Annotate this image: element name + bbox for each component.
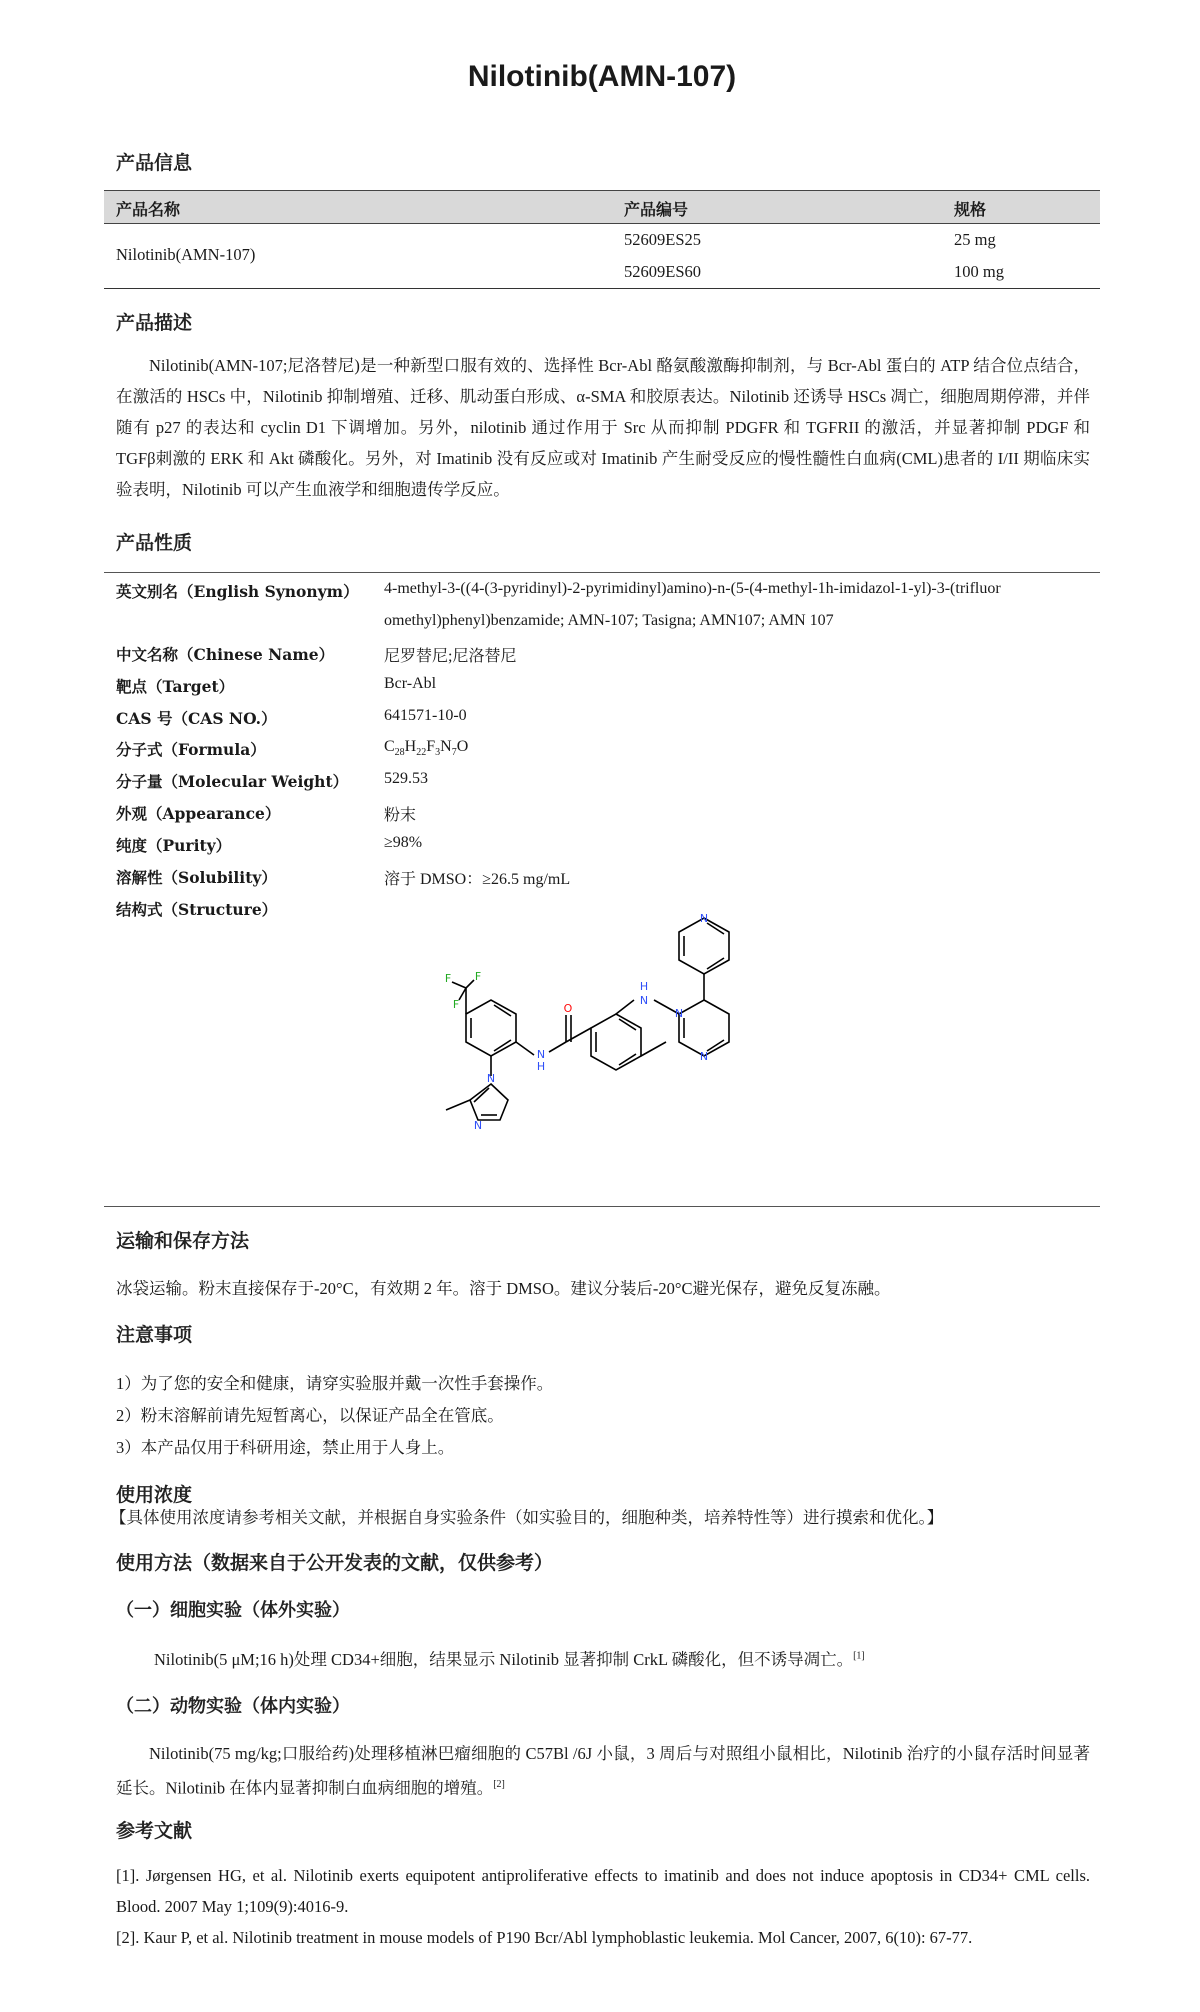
storage-text: 冰袋运输。粉末直接保存于-20°C，有效期 2 年。溶于 DMSO。建议分装后-20°C避光保存，避免反复冻融。 <box>116 1279 891 1298</box>
note-item: 2）粉末溶解前请先短暂离心，以保证产品全在管底。 <box>116 1406 504 1425</box>
atom-label: F <box>444 972 452 985</box>
product-name-cell: Nilotinib(AMN-107) <box>116 245 256 264</box>
property-label-structure: 结构式（Structure） <box>116 900 278 919</box>
property-label-molecular-weight: 分子量（Molecular Weight） <box>116 772 349 791</box>
section-heading-storage: 运输和保存方法 <box>116 1230 250 1252</box>
section-heading-product-info: 产品信息 <box>116 152 193 174</box>
section-heading-notes: 注意事项 <box>116 1324 193 1346</box>
atom-label: F <box>452 998 460 1011</box>
property-value-cas: 641571-10-0 <box>384 707 467 724</box>
subheading-cell-experiment: （一）细胞实验（体外实验） <box>116 1600 350 1621</box>
atom-label: N <box>699 912 709 925</box>
property-value-chinese-name: 尼罗替尼;尼洛替尼 <box>384 648 517 665</box>
section-heading-description: 产品描述 <box>116 312 193 334</box>
property-value-synonym: 4-methyl-3-((4-(3-pyridinyl)-2-pyrimidinyl)amino)-n-(5-(4-methyl-1h-imidazol-1-yl)-3-(trifluor <box>384 580 1001 597</box>
property-label-target: 靶点（Target） <box>116 677 235 696</box>
product-spec-cell: 25 mg <box>954 230 996 249</box>
property-label-formula: 分子式（Formula） <box>116 740 266 759</box>
property-label-purity: 纯度（Purity） <box>116 836 232 855</box>
property-value-synonym-cont: omethyl)phenyl)benzamide; AMN-107; Tasigna; AMN107; AMN 107 <box>384 612 834 629</box>
product-table-header <box>104 190 1100 224</box>
animal-experiment-text: Nilotinib(75 mg/kg;口服给药)处理移植淋巴瘤细胞的 C57Bl /6J 小鼠，3 周后与对照组小鼠相比，Nilotinib 治疗的小鼠存活时间显著延长。Nilotinib 在体内显著抑制白血病细胞的增殖。[2] <box>116 1744 1090 1798</box>
atom-label: H <box>639 980 649 993</box>
properties-top-rule <box>104 572 1100 573</box>
column-header-name: 产品名称 <box>116 200 181 219</box>
cell-experiment-text: Nilotinib(5 μM;16 h)处理 CD34+细胞，结果显示 Nilotinib 显著抑制 CrkL 磷酸化，但不诱导凋亡。[1] <box>154 1650 865 1669</box>
properties-bottom-rule <box>104 1206 1100 1207</box>
table-bottom-rule <box>104 288 1100 289</box>
reference-item: [1]. Jørgensen HG, et al. Nilotinib exerts equipotent antiproliferative effects to imatinib and does not induce apoptosis in CD34+ CML cells. Blood. 2007 May 1;109(9):4016-9. <box>116 1866 1090 1916</box>
atom-label: H <box>536 1060 546 1073</box>
product-code-cell: 52609ES60 <box>624 262 702 281</box>
citation-1[interactable]: [1] <box>853 1650 865 1662</box>
product-code-cell: 52609ES25 <box>624 230 702 249</box>
section-heading-properties: 产品性质 <box>116 532 193 554</box>
note-item: 1）为了您的安全和健康，请穿实验服并戴一次性手套操作。 <box>116 1374 554 1393</box>
section-heading-usage: 使用方法（数据来自于公开发表的文献，仅供参考） <box>116 1552 554 1574</box>
property-label-chinese-name: 中文名称（Chinese Name） <box>116 645 335 664</box>
property-value-target: Bcr-Abl <box>384 675 437 692</box>
product-spec-cell: 100 mg <box>954 262 1004 281</box>
atom-label: N <box>473 1119 483 1132</box>
property-value-molecular-weight: 529.53 <box>384 770 428 787</box>
concentration-text: 【具体使用浓度请参考相关文献，并根据自身实验条件（如实验目的，细胞种类，培养特性等）进行摸索和优化。】 <box>110 1508 944 1527</box>
subheading-animal-experiment: （二）动物实验（体内实验） <box>116 1696 350 1717</box>
property-value-appearance: 粉末 <box>384 807 417 824</box>
atom-label: N <box>674 1007 684 1020</box>
citation-2[interactable]: [2] <box>493 1779 505 1790</box>
chemical-structure-diagram <box>404 900 904 1200</box>
column-header-spec: 规格 <box>954 200 987 219</box>
property-label-appearance: 外观（Appearance） <box>116 804 281 823</box>
section-heading-concentration: 使用浓度 <box>116 1484 193 1506</box>
atom-label: F <box>474 970 482 983</box>
atom-label: N <box>639 994 649 1007</box>
property-value-solubility: 溶于 DMSO：≥26.5 mg/mL <box>384 871 571 888</box>
atom-label: O <box>563 1002 573 1015</box>
note-item: 3）本产品仅用于科研用途，禁止用于人身上。 <box>116 1438 455 1457</box>
property-label-solubility: 溶解性（Solubility） <box>116 868 277 887</box>
atom-label: N <box>486 1072 496 1085</box>
column-header-code: 产品编号 <box>624 200 689 219</box>
property-value-formula: $C_{28}H_{22}F_3N_7O$ <box>384 738 469 759</box>
section-heading-references: 参考文献 <box>116 1820 193 1842</box>
property-label-cas: CAS 号（CAS NO.） <box>116 709 277 728</box>
description-paragraph: Nilotinib(AMN-107;尼洛替尼)是一种新型口服有效的、选择性 Bcr-Abl 酪氨酸激酶抑制剂，与 Bcr-Abl 蛋白的 ATP 结合位点结合，在激活的 HSCs 中，Nilotinib 抑制增殖、迁移、肌动蛋白形成、α-SMA 和胶原表达。Nilotinib 还诱导 HSCs 凋亡，细胞周期停滞，并伴随有 p27 的表达和 cyclin D1 下调增加。另外，nilotinib 通过作用于 Src 从而抑制 PDGFR 和 TGFRII 的激活，并显著抑制 PDGF 和 TGFβ刺激的 ERK 和 Akt 磷酸化。另外，对 Imatinib 没有反应或对 Imatinib 产生耐受反应的慢性髓性白血病(CML)患者的 I/II 期临床实验表明，Nilotinib 可以产生血液学和细胞遗传学反应。 <box>116 356 1090 499</box>
reference-item: [2]. Kaur P, et al. Nilotinib treatment in mouse models of P190 Bcr/Abl lymphoblastic leukemia. Mol Cancer, 2007, 6(10): 67-77. <box>116 1928 973 1947</box>
page-title: Nilotinib(AMN-107) <box>467 60 737 93</box>
property-value-purity: ≥98% <box>384 834 423 851</box>
property-label-synonym: 英文别名（English Synonym） <box>116 582 359 601</box>
atom-label: N <box>699 1050 709 1063</box>
atom-label: N <box>536 1048 546 1061</box>
